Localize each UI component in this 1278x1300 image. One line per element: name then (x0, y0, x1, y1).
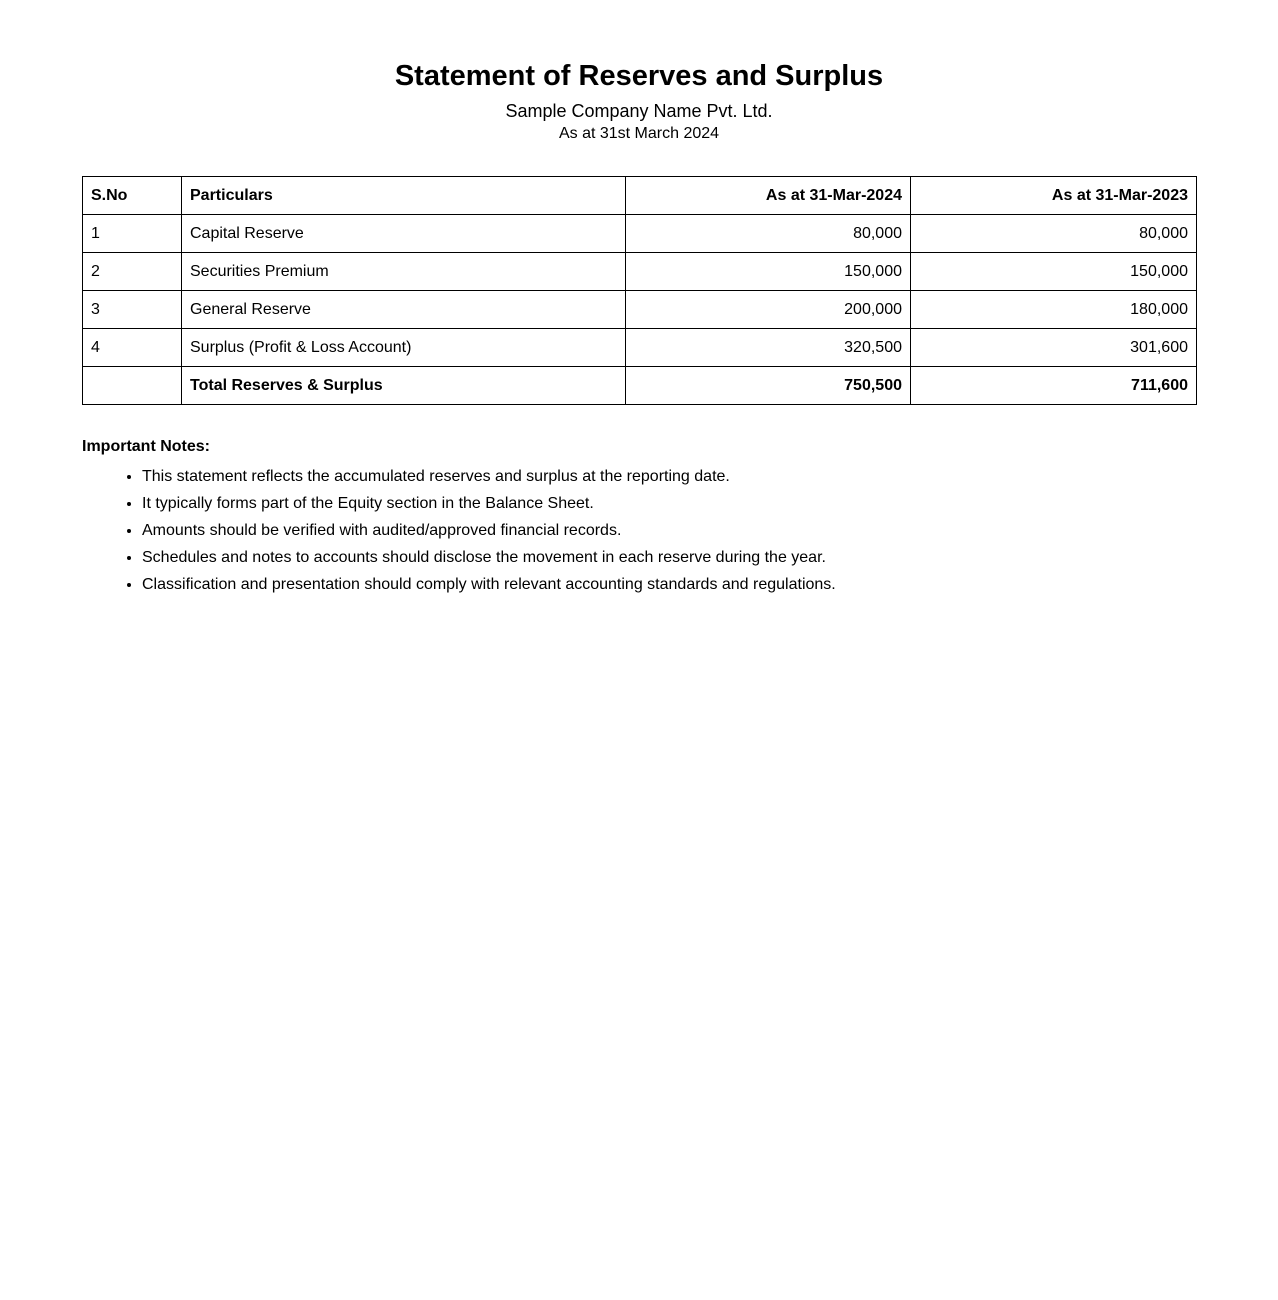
note-item: • Amounts should be verified with audited/approved financial records. (142, 517, 1196, 544)
cell-previous-year: 301,600 (911, 329, 1197, 367)
table-header-row (83, 177, 1197, 215)
column-header-particulars: Particulars (182, 177, 626, 215)
notes-section (82, 437, 1196, 598)
column-header-sno: S.No (83, 177, 182, 215)
note-item: • Schedules and notes to accounts should disclose the movement in each reserve during the year. (142, 544, 1196, 571)
reporting-period: As at 31st March 2024 (558, 125, 720, 142)
cell-sno: 2 (83, 253, 182, 291)
cell-previous-year: 150,000 (911, 253, 1197, 291)
document-header (82, 0, 1196, 144)
cell-current-year: 320,500 (626, 329, 911, 367)
cell-particulars: Securities Premium (182, 253, 626, 291)
note-item: • This statement reflects the accumulated reserves and surplus at the reporting date. (142, 463, 1196, 490)
cell-particulars: Capital Reserve (182, 215, 626, 253)
notes-list (82, 463, 1196, 598)
document-title: Statement of Reserves and Surplus (394, 60, 884, 92)
document-page (82, 0, 1196, 598)
cell-sno: 1 (83, 215, 182, 253)
company-name: Sample Company Name Pvt. Ltd. (505, 101, 773, 121)
cell-sno: 4 (83, 329, 182, 367)
cell-previous-year: 80,000 (911, 215, 1197, 253)
table-row (83, 215, 1197, 253)
table-row (83, 291, 1197, 329)
cell-current-year: 80,000 (626, 215, 911, 253)
table-row (83, 329, 1197, 367)
notes-heading: Important Notes: (82, 438, 210, 455)
cell-current-year: 200,000 (626, 291, 911, 329)
total-label: Total Reserves & Surplus (182, 367, 626, 405)
column-header-current-year: As at 31-Mar-2024 (626, 177, 911, 215)
total-current-year: 750,500 (626, 367, 911, 405)
cell-current-year: 150,000 (626, 253, 911, 291)
cell-previous-year: 180,000 (911, 291, 1197, 329)
cell-particulars: Surplus (Profit & Loss Account) (182, 329, 626, 367)
table-row (83, 253, 1197, 291)
cell-sno: 3 (83, 291, 182, 329)
total-previous-year: 711,600 (911, 367, 1197, 405)
note-item: • Classification and presentation should comply with relevant accounting standards and regulations. (142, 571, 1196, 598)
column-header-previous-year: As at 31-Mar-2023 (911, 177, 1197, 215)
cell-sno-empty (83, 367, 182, 405)
total-row (83, 367, 1197, 405)
cell-particulars: General Reserve (182, 291, 626, 329)
reserves-table (82, 176, 1197, 405)
note-item: • It typically forms part of the Equity section in the Balance Sheet. (142, 490, 1196, 517)
